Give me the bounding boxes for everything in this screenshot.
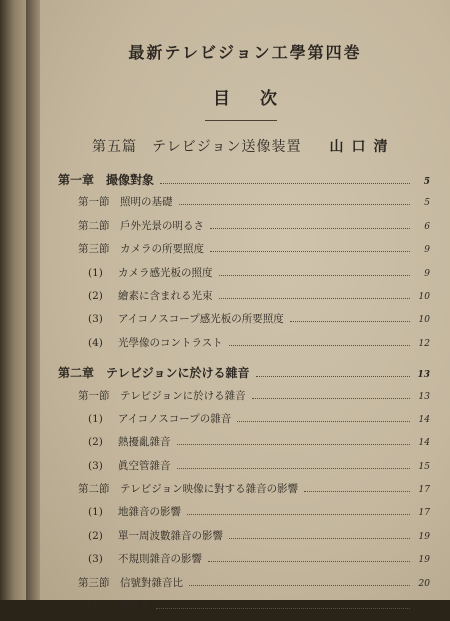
toc-dot-leader — [219, 298, 411, 299]
part-heading — [92, 136, 395, 156]
toc-dot-leader — [256, 376, 410, 377]
toc-label: 戶外光景の明るさ — [120, 219, 204, 232]
heading-rule — [205, 120, 277, 121]
toc-chapter — [58, 364, 430, 387]
toc-item — [58, 551, 430, 574]
toc-item — [58, 528, 430, 551]
toc-label: 熱擾亂雜音 — [118, 436, 171, 449]
toc-dot-leader — [290, 321, 410, 322]
toc-number: 第二章 — [58, 366, 95, 381]
toc-dot-leader — [229, 538, 410, 539]
toc-number: 第一節 — [78, 389, 110, 402]
toc-page-number: 14 — [418, 438, 430, 449]
toc-label: 照明の基礎 — [120, 196, 173, 209]
toc-number: 第二節 — [78, 483, 110, 496]
toc-number: (3) — [88, 553, 103, 566]
toc-dot-leader — [219, 275, 411, 276]
toc-page-number: 9 — [424, 245, 430, 256]
toc-page-number: 10 — [418, 291, 430, 302]
toc-dot-leader — [208, 561, 410, 562]
toc-page-number: 13 — [418, 391, 430, 402]
volume-title: 最新テレビジョン工學第四巻 — [128, 43, 362, 62]
toc-number: (2) — [88, 436, 103, 449]
toc-number: (3) — [88, 459, 103, 472]
toc-number: (1) — [88, 506, 103, 519]
toc-dot-leader — [160, 183, 410, 184]
toc-label: カメラ感光板の照度 — [118, 266, 213, 279]
toc-page-number: 17 — [418, 508, 430, 519]
toc-label: アイコノスコープの雜音 — [118, 412, 232, 425]
toc-page-number: 20 — [418, 578, 430, 589]
toc-item — [58, 458, 430, 481]
toc-number: 第一章 — [58, 173, 95, 187]
toc-section — [58, 481, 430, 504]
toc-label: テレビジョン映像に對する雜音の影響 — [120, 483, 299, 496]
toc-page-number: 19 — [418, 531, 430, 542]
toc-section — [58, 388, 430, 411]
toc-page-number: 19 — [418, 555, 430, 566]
toc-page-number: 6 — [424, 221, 430, 232]
toc-dot-leader — [156, 608, 411, 609]
toc-label: テレビジョンに於ける雜音 — [120, 389, 246, 402]
toc-item — [58, 288, 430, 311]
toc-number: 第三節 — [78, 576, 110, 589]
toc-label: カメラの所要照度 — [120, 243, 204, 256]
book-page — [40, 0, 450, 613]
toc-dot-leader — [210, 251, 410, 252]
toc-item — [58, 335, 430, 358]
toc-page-number: 9 — [424, 268, 430, 279]
toc-page-number: 5 — [423, 177, 430, 187]
toc-label: 信號對雜音比 — [120, 576, 183, 589]
toc-number: 第一節 — [78, 196, 110, 209]
toc-label: 光學像のコントラスト — [118, 336, 223, 349]
toc-label: 不規則雜音の影響 — [118, 553, 202, 566]
toc-page-number: 12 — [418, 338, 430, 349]
toc-label: 地雜音 — [118, 600, 150, 613]
left-page-edge — [0, 0, 26, 600]
toc-number: 第二節 — [78, 219, 110, 232]
toc-dot-leader — [179, 204, 411, 205]
toc-section — [58, 218, 430, 241]
toc-label: アイコノスコープ感光板の所要照度 — [118, 313, 284, 326]
toc-page-number: 15 — [418, 461, 430, 472]
toc-label: 單一周波數雜音の影響 — [118, 529, 223, 542]
toc-dot-leader — [304, 491, 410, 492]
toc-dot-leader — [210, 228, 410, 229]
toc-heading: 目次 — [213, 89, 307, 109]
toc-item — [58, 434, 430, 457]
toc-item — [58, 411, 430, 434]
toc-number: (3) — [88, 313, 103, 326]
toc-dot-leader — [187, 514, 410, 515]
toc-item — [58, 598, 430, 621]
toc-label: 眞空管雜音 — [118, 459, 171, 472]
toc-number: (4) — [88, 336, 103, 349]
toc-dot-leader — [252, 398, 410, 399]
toc-page-number: 13 — [417, 370, 430, 381]
toc-dot-leader — [189, 585, 410, 586]
toc-dot-leader — [237, 421, 410, 422]
part-author: 山口清 — [329, 139, 396, 155]
toc-item — [58, 265, 430, 288]
toc-page-number: 17 — [418, 485, 430, 496]
toc-number: (1) — [88, 412, 103, 425]
toc-label: テレビジョンに於ける雜音 — [106, 366, 250, 381]
toc-dot-leader — [177, 468, 411, 469]
toc-item — [58, 504, 430, 527]
toc-number: (2) — [88, 289, 103, 302]
table-of-contents — [58, 171, 430, 621]
toc-page-number: 10 — [418, 315, 430, 326]
toc-label: 撮像對象 — [106, 173, 155, 187]
toc-label: 地雜音の影響 — [118, 506, 181, 519]
toc-chapter — [58, 171, 430, 194]
toc-number: (1) — [88, 266, 103, 279]
toc-number: (2) — [88, 529, 103, 542]
toc-number: (1) — [88, 600, 103, 613]
toc-page-number: 5 — [424, 198, 430, 209]
toc-page-number: 14 — [418, 414, 430, 425]
toc-page-number: 21 — [418, 602, 430, 613]
toc-section — [58, 575, 430, 598]
toc-dot-leader — [229, 345, 410, 346]
toc-item — [58, 311, 430, 334]
toc-number: 第三節 — [78, 243, 110, 256]
toc-dot-leader — [177, 444, 411, 445]
part-title: 第五篇 テレビジョン送像装置 — [92, 139, 302, 155]
toc-label: 繪素に含まれる光束 — [118, 289, 213, 302]
toc-section — [58, 241, 430, 264]
toc-section — [58, 194, 430, 217]
